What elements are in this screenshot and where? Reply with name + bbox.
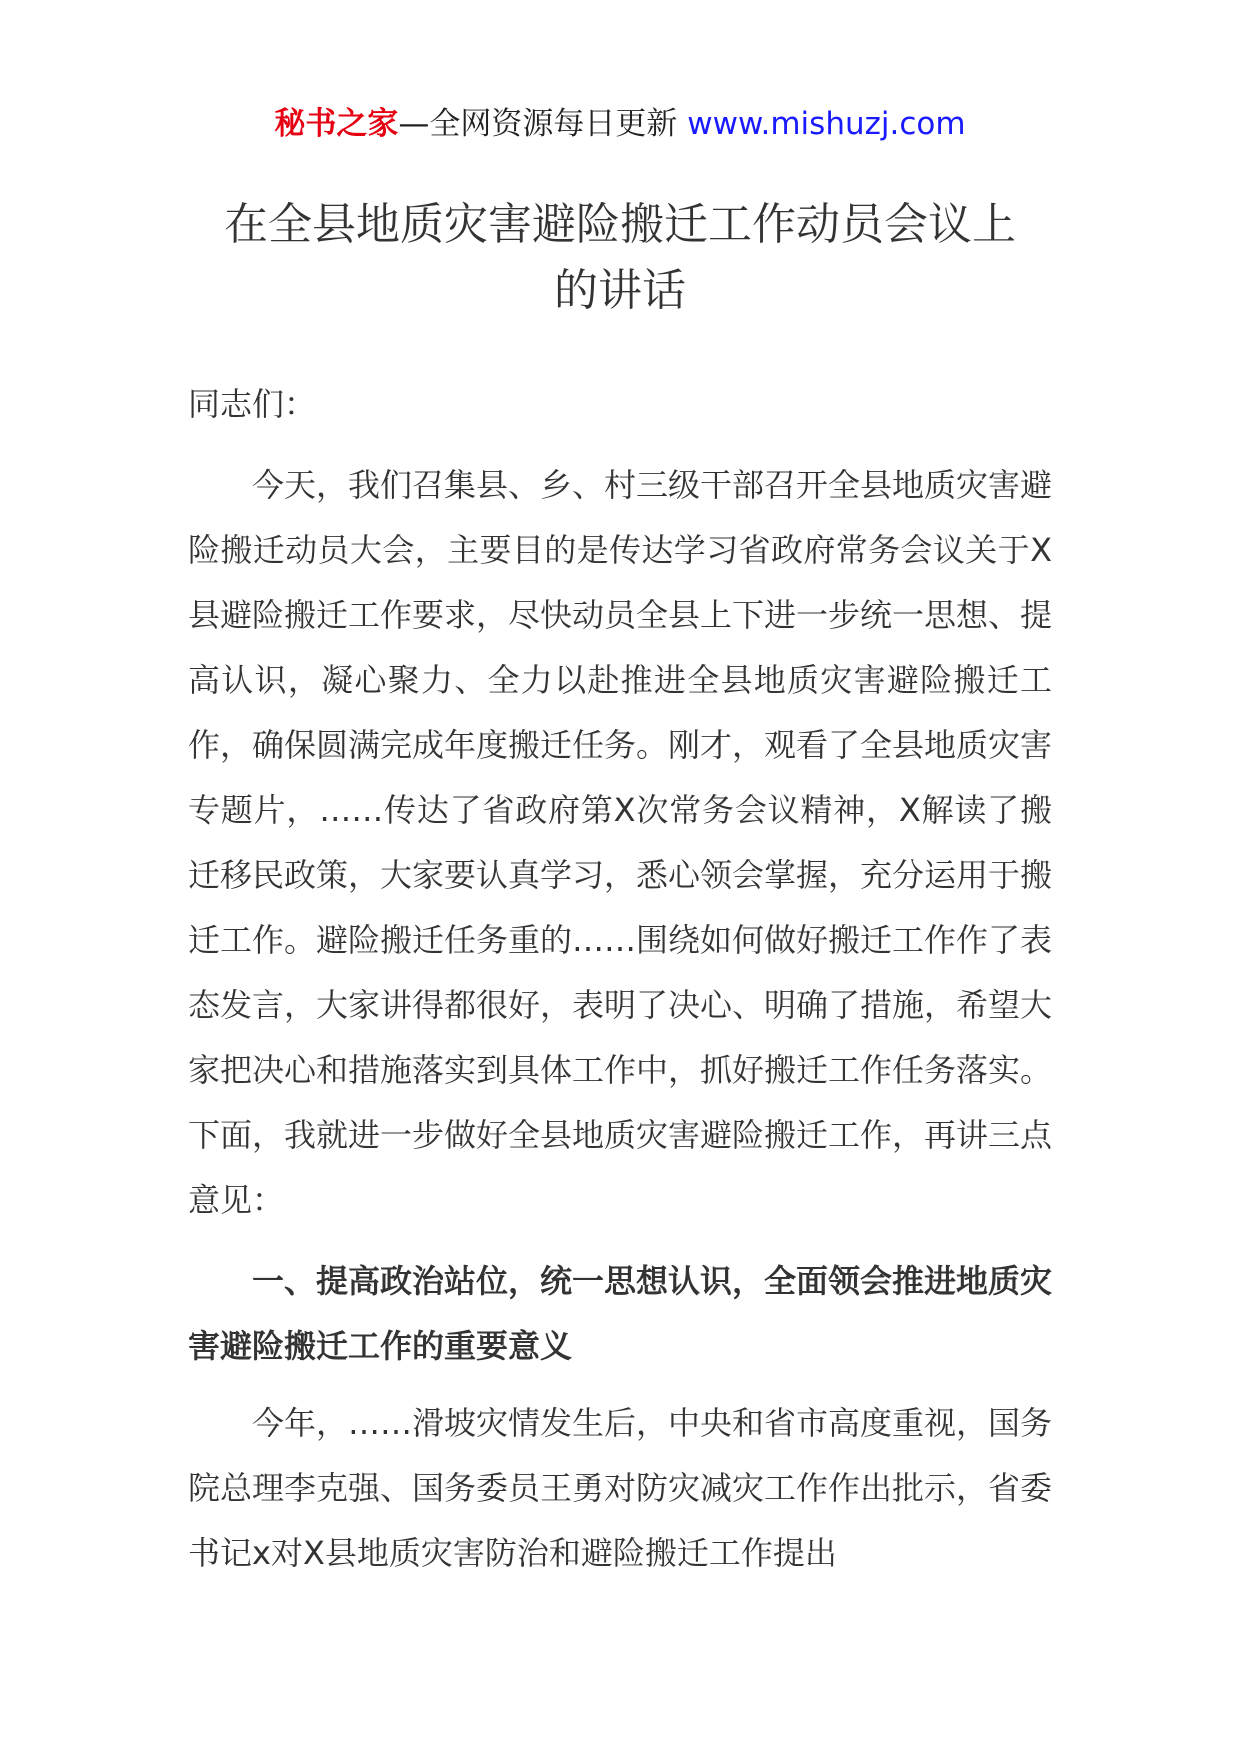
document-title bbox=[190, 192, 1050, 324]
site-header bbox=[0, 100, 1240, 148]
section-1-paragraph: 今年，……滑坡灾情发生后，中央和省市高度重视，国务院总理李克强、国务委员王勇对防灾减灾工作作出批示，省委书记x对X县地质灾害防治和避险搬迁工作提出 bbox=[188, 1404, 1053, 1572]
site-url-link[interactable]: www.mishuzj.com bbox=[687, 106, 966, 142]
header-tagline: —全网资源每日更新 bbox=[398, 106, 678, 142]
section-heading-1: 一、提高政治站位，统一思想认识，全面领会推进地质灾害避险搬迁工作的重要意义 bbox=[188, 1262, 1053, 1365]
title-line-2: 的讲话 bbox=[554, 265, 686, 316]
salutation: 同志们： bbox=[188, 385, 317, 423]
intro-paragraph: 今天，我们召集县、乡、村三级干部召开全县地质灾害避险搬迁动员大会，主要目的是传达学习省政府常务会议关于X县避险搬迁工作要求，尽快动员全县上下进一步统一思想、提高认识，凝心聚力、全力以赴推进全县地质灾害避险搬迁工作，确保圆满完成年度搬迁任务。刚才，观看了全县地质灾害专题片，……传达了省政府第X次常务会议精神，X解读了搬迁移民政策，大家要认真学习，悉心领会掌握，充分运用于搬迁工作。避险搬迁任务重的……围绕如何做好搬迁工作作了表态发言，大家讲得都很好，表明了决心、明确了措施，希望大家把决心和措施落实到具体工作中，抓好搬迁工作任务落实。下面，我就进一步做好全县地质灾害避险搬迁工作，再讲三点意见： bbox=[188, 466, 1053, 1219]
brand-name: 秘书之家 bbox=[274, 106, 399, 142]
document-body bbox=[188, 372, 1052, 1586]
title-line-1: 在全县地质灾害避险搬迁工作动员会议上 bbox=[224, 199, 1016, 250]
